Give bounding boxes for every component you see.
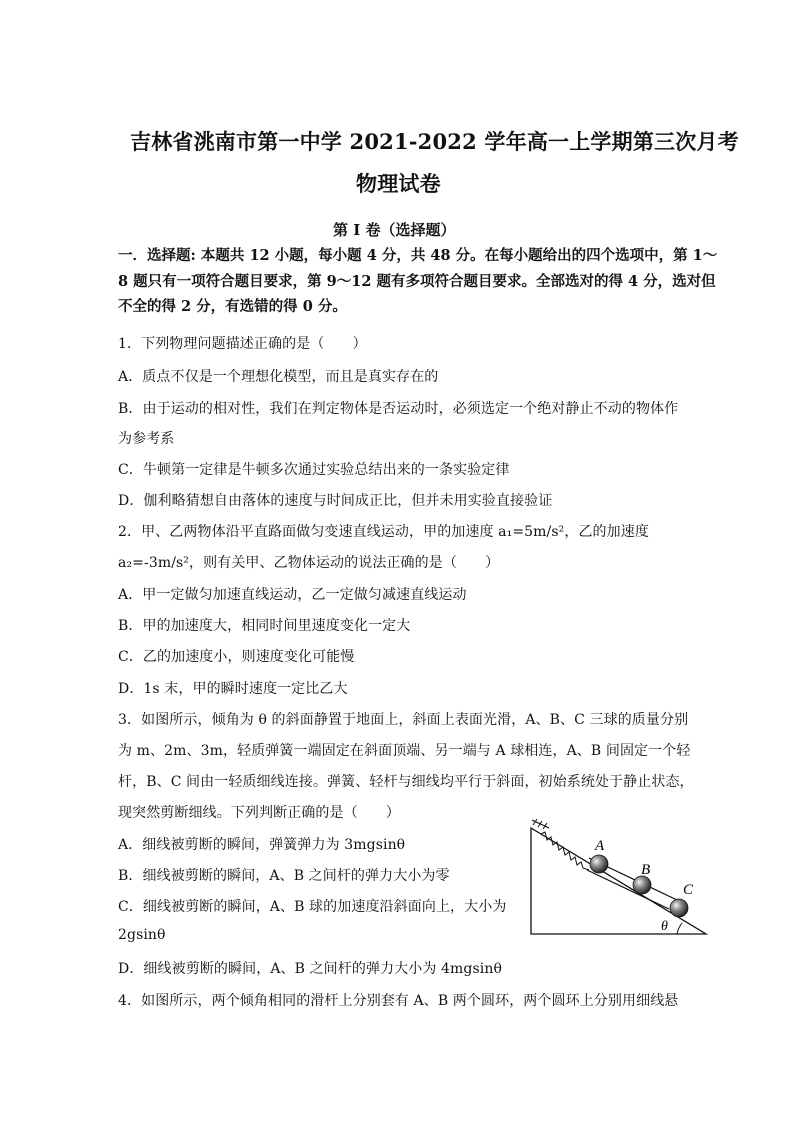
label-c: C — [683, 882, 694, 898]
q3-option-c-cont: 2gsinθ — [118, 927, 166, 943]
q1-option-b: B．由于运动的相对性，我们在判定物体是否运动时，必须选定一个绝对静止不动的物体作 — [118, 401, 679, 417]
angle-arc — [677, 923, 682, 934]
q3-option-b: B．细线被剪断的瞬间，A、B 之间杆的弹力大小为零 — [118, 868, 450, 884]
q3-option-d: D．细线被剪断的瞬间，A、B 之间杆的弹力大小为 4mgsinθ — [118, 961, 502, 977]
section-heading: 第 I 卷（选择题） — [333, 221, 456, 239]
q2-option-b: B．甲的加速度大，相同时间里速度变化一定大 — [118, 618, 411, 634]
q4-stem-line1: 4．如图所示，两个倾角相同的滑杆上分别套有 A、B 两个圆环，两个圆环上分别用细线悬 — [118, 993, 679, 1009]
q3-stem-line3: 杆，B、C 间由一轻质细线连接。弹簧、轻杆与细线均平行于斜面，初始系统处于静止状态， — [118, 774, 694, 790]
q1-stem: 1．下列物理问题描述正确的是（ ） — [118, 336, 367, 352]
incline-figure — [527, 812, 709, 936]
instructions-line3: 不全的得 2 分，有选错的得 0 分。 — [118, 298, 347, 315]
q3-option-c: C．细线被剪断的瞬间，A、B 球的加速度沿斜面向上，大小为 — [118, 899, 507, 915]
exam-title-line2: 物理试卷 — [356, 171, 441, 196]
q3-option-a: A．细线被剪断的瞬间，弹簧弹力为 3mgsinθ — [118, 837, 406, 853]
q2-option-c: C．乙的加速度小，则速度变化可能慢 — [118, 649, 355, 665]
q3-stem-line4: 现突然剪断细线。下列判断正确的是（ ） — [118, 805, 400, 821]
label-a: A — [595, 838, 605, 854]
q3-stem-line1: 3．如图所示，倾角为 θ 的斜面静置于地面上，斜面上表面光滑，A、B、C 三球的质量分别 — [118, 712, 689, 728]
ball-c — [670, 899, 688, 917]
label-b: B — [641, 862, 651, 878]
q1-option-b-cont: 为参考系 — [118, 431, 175, 447]
q2-stem-line2: a₂=-3m/s²，则有关甲、乙物体运动的说法正确的是（ ） — [118, 555, 500, 571]
q2-option-d: D．1s 末，甲的瞬时速度一定比乙大 — [118, 681, 348, 697]
label-theta: θ — [661, 919, 668, 934]
rod-lower — [587, 870, 669, 909]
exam-title-line1: 吉林省洮南市第一中学 2021-2022 学年高一上学期第三次月考 — [130, 129, 739, 154]
q2-option-a: A．甲一定做匀加速直线运动，乙一定做匀减速直线运动 — [118, 587, 467, 603]
q1-option-c: C．牛顿第一定律是牛顿多次通过实验总结出来的一条实验定律 — [118, 462, 510, 478]
ball-a — [590, 855, 608, 873]
q3-stem-line2: 为 m、2m、3m，轻质弹簧一端固定在斜面顶端、另一端与 A 球相连，A、B 间固定一个轻 — [118, 743, 691, 759]
instructions-line2: 8 题只有一项符合题目要求，第 9～12 题有多项符合题目要求。全部选对的得 4 分，选对但 — [118, 273, 716, 290]
ball-b — [633, 876, 651, 894]
q1-option-d: D．伽利略猜想自由落体的速度与时间成正比，但并未用实验直接验证 — [118, 493, 553, 509]
instructions-line1: 一．选择题: 本题共 12 小题，每小题 4 分，共 48 分。在每小题给出的四个选项中，第 1～ — [118, 247, 718, 264]
q1-option-a: A．质点不仅是一个理想化模型，而且是真实存在的 — [118, 369, 439, 385]
q2-stem-line1: 2．甲、乙两物体沿平直路面做匀变速直线运动，甲的加速度 a₁=5m/s²，乙的加速度 — [118, 524, 649, 540]
